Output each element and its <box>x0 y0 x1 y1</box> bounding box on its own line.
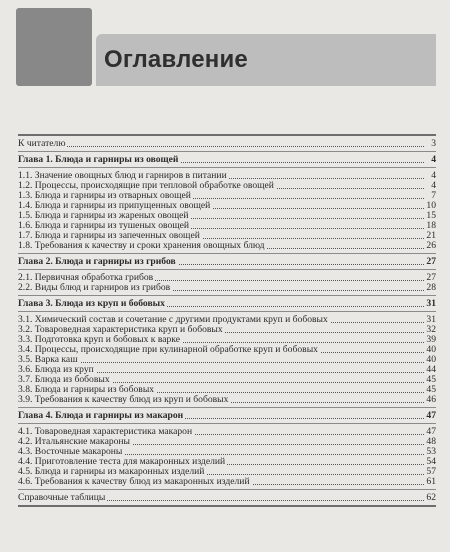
toc-entry-page: 4 <box>431 170 436 181</box>
divider <box>18 167 436 168</box>
toc-entry-label: 2.1. Первичная обработка грибов <box>18 272 154 283</box>
divider <box>18 505 436 507</box>
toc-entry-label: 4.4. Приготовление теста для макаронных изделий <box>18 456 226 467</box>
leader-dots <box>18 146 424 147</box>
divider <box>18 407 436 408</box>
page-title: Оглавление <box>104 46 248 73</box>
toc-entry-label: 3.8. Блюда и гарниры из бобовых <box>18 384 155 395</box>
toc-entry-intro[interactable] <box>18 139 436 149</box>
toc-entry-label: К читателю <box>18 138 66 149</box>
toc-entry-page: 39 <box>426 334 436 345</box>
toc-entry-label: 2.2. Виды блюд и гарниров из грибов <box>18 282 171 293</box>
toc-section-1-8[interactable] <box>18 241 436 251</box>
toc-entry-page: 3 <box>431 138 436 149</box>
toc-entry-label: 1.2. Процессы, происходящие при тепловой обработке овощей <box>18 180 274 191</box>
toc-entry-page: 21 <box>426 230 436 241</box>
toc-entry-page: 40 <box>426 354 436 365</box>
divider <box>18 134 436 136</box>
toc-entry-label: 3.7. Блюда из бобовых <box>18 374 110 385</box>
toc-entry-label: 1.4. Блюда и гарниры из припущенных овощей <box>18 200 211 211</box>
toc-section-3-4[interactable] <box>18 345 436 355</box>
toc-entry-page: 57 <box>426 466 436 477</box>
toc-entry-label: Глава 3. Блюда из круп и бобовых <box>18 298 165 309</box>
toc-entry-label: 4.2. Итальянские макароны <box>18 436 131 447</box>
toc-entry-page: 40 <box>426 344 436 355</box>
toc-entry-label: 3.3. Подготовка круп и бобовых к варке <box>18 334 180 345</box>
toc-entry-label: 3.5. Варка каш <box>18 354 78 365</box>
toc-entry-label: 1.8. Требования к качеству и сроки хранения овощных блюд <box>18 240 265 251</box>
toc-entry-page: 44 <box>426 364 436 375</box>
toc-entry-label: 1.1. Значение овощных блюд и гарниров в питании <box>18 170 227 181</box>
toc-entry-page: 53 <box>426 446 436 457</box>
toc-entry-page: 18 <box>426 220 436 231</box>
toc-entry-page: 62 <box>426 492 436 503</box>
toc-entry-page: 27 <box>426 256 436 267</box>
toc-section-2-2[interactable] <box>18 283 436 293</box>
toc-entry-label: 3.1. Химический состав и сочетание с другими продуктами круп и бобовых <box>18 314 328 325</box>
toc-entry-label: Справочные таблицы <box>18 492 106 503</box>
toc-entry-page: 10 <box>426 200 436 211</box>
divider <box>18 295 436 296</box>
toc-entry-page: 28 <box>426 282 436 293</box>
divider <box>18 253 436 254</box>
divider <box>18 151 436 152</box>
toc-section-4-6[interactable] <box>18 477 436 487</box>
toc-entry-label: 4.5. Блюда и гарниры из макаронных изделий <box>18 466 205 477</box>
toc-entry-label: Глава 1. Блюда и гарниры из овощей <box>18 154 179 165</box>
toc-chapter-3[interactable] <box>18 299 436 309</box>
divider <box>18 489 436 490</box>
toc-entry-page: 46 <box>426 394 436 405</box>
divider <box>18 311 436 312</box>
toc-entry-label: 4.1. Товароведная характеристика макарон <box>18 426 193 437</box>
divider <box>18 269 436 270</box>
toc-entry-page: 47 <box>426 410 436 421</box>
table-of-contents <box>18 132 436 510</box>
toc-entry-label: 3.2. Товароведная характеристика круп и бобовых <box>18 324 223 335</box>
toc-entry-page: 31 <box>426 314 436 325</box>
toc-entry-page: 7 <box>431 190 436 201</box>
toc-entry-label: 1.7. Блюда и гарниры из запеченных овощей <box>18 230 200 241</box>
toc-entry-label: 3.4. Процессы, происходящие при кулинарной обработке круп и бобовых <box>18 344 318 355</box>
toc-entry-label: Глава 4. Блюда и гарниры из макарон <box>18 410 184 421</box>
divider <box>18 423 436 424</box>
toc-entry-page: 32 <box>426 324 436 335</box>
toc-entry-label: 1.5. Блюда и гарниры из жареных овощей <box>18 210 189 221</box>
toc-entry-page: 31 <box>426 298 436 309</box>
toc-entry-page: 15 <box>426 210 436 221</box>
toc-chapter-1[interactable] <box>18 155 436 165</box>
toc-entry-label: 1.6. Блюда и гарниры из тушеных овощей <box>18 220 190 231</box>
toc-entry-page: 54 <box>426 456 436 467</box>
toc-entry-page: 47 <box>426 426 436 437</box>
toc-entry-label: 4.3. Восточные макароны <box>18 446 123 457</box>
toc-entry-page: 61 <box>426 476 436 487</box>
toc-entry-page: 4 <box>431 180 436 191</box>
toc-entry-page: 48 <box>426 436 436 447</box>
toc-entry-label: 3.6. Блюда из круп <box>18 364 94 375</box>
toc-entry-label: Глава 2. Блюда и гарниры из грибов <box>18 256 176 267</box>
toc-entry-page: 26 <box>426 240 436 251</box>
toc-section-3-9[interactable] <box>18 395 436 405</box>
header-dark-tab <box>16 8 92 86</box>
toc-entry-label: 1.3. Блюда и гарниры из отварных овощей <box>18 190 191 201</box>
toc-entry-page: 45 <box>426 384 436 395</box>
toc-entry-page: 45 <box>426 374 436 385</box>
toc-entry-label: 3.9. Требования к качеству блюд из круп и бобовых <box>18 394 229 405</box>
toc-entry-page: 27 <box>426 272 436 283</box>
toc-chapter-4[interactable] <box>18 411 436 421</box>
toc-entry-appendix[interactable] <box>18 493 436 503</box>
toc-entry-label: 4.6. Требования к качеству блюд из макаронных изделий <box>18 476 250 487</box>
toc-entry-page: 4 <box>431 154 436 165</box>
toc-chapter-2[interactable] <box>18 257 436 267</box>
